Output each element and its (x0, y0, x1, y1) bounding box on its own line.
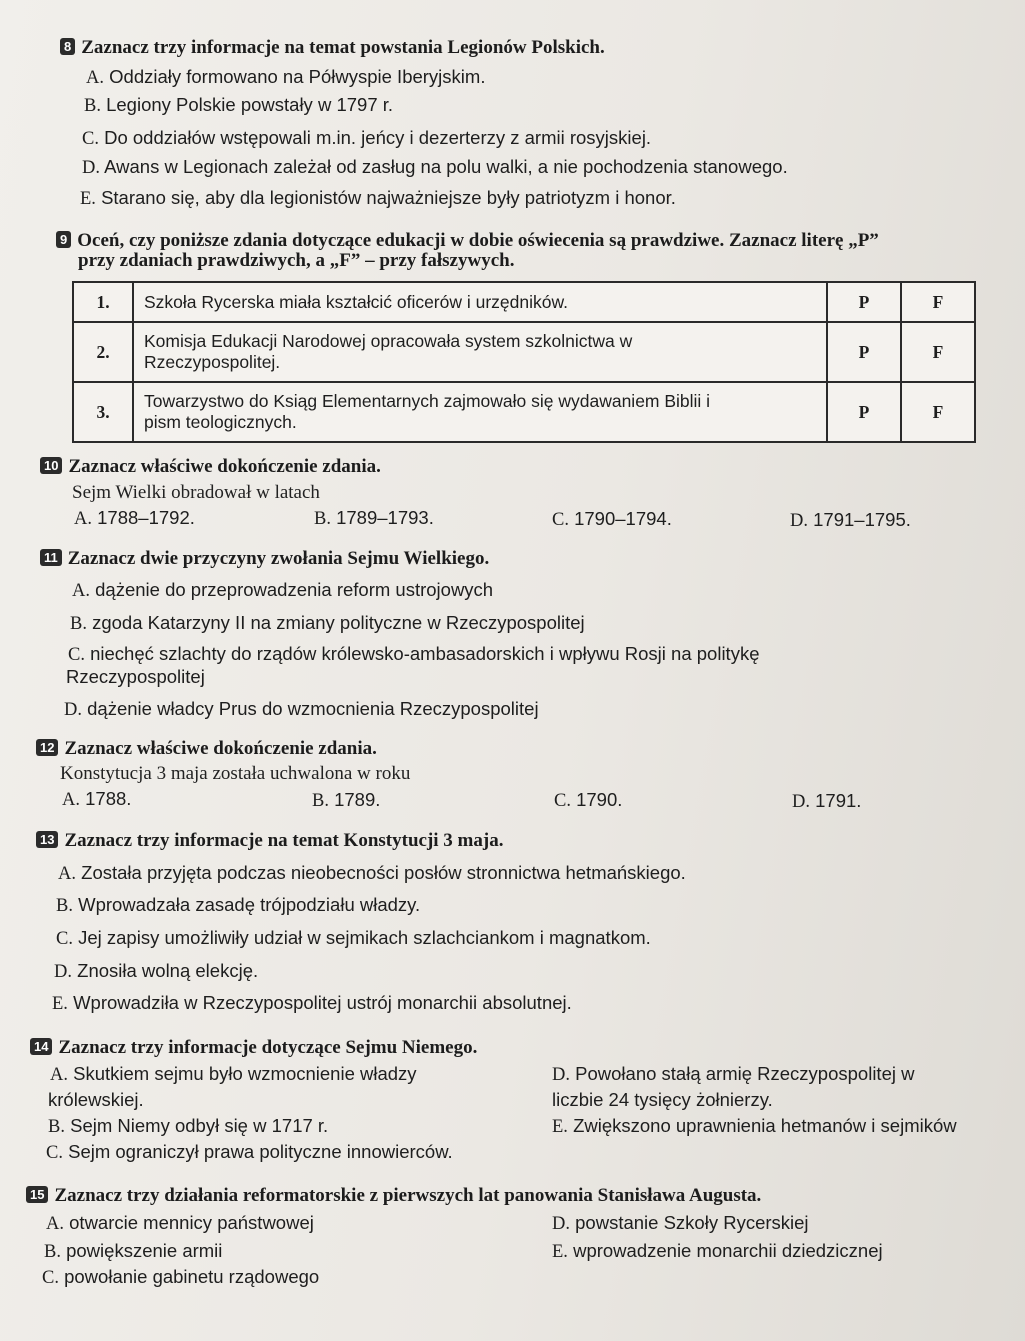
answer-option[interactable]: B. Sejm Niemy odbył się w 1717 r. (48, 1115, 329, 1137)
answer-option[interactable]: A. 1788. (62, 788, 132, 810)
answer-option-cont: liczbie 24 tysięcy żołnierzy. (552, 1089, 773, 1110)
answer-option[interactable]: D. Powołano stałą armię Rzeczypospolitej w (552, 1063, 915, 1085)
answer-option[interactable]: B. Legiony Polskie powstały w 1797 r. (84, 94, 394, 116)
answer-option[interactable]: A. dążenie do przeprowadzenia reform ustrojowych (72, 579, 494, 601)
statement-text: Towarzystwo do Ksiąg Elementarnych zajmowało się wydawaniem Biblii i pism teologicznych. (133, 382, 827, 442)
answer-option[interactable]: A. Została przyjęta podczas nieobecności posłów stronnictwa hetmańskiego. (58, 862, 686, 884)
question-number-badge: 14 (30, 1038, 52, 1055)
question-number-badge: 10 (40, 457, 62, 474)
answer-option[interactable]: A. 1788–1792. (74, 507, 195, 529)
answer-option[interactable]: B. powiększenie armii (44, 1240, 223, 1262)
answer-option[interactable]: D. Awans w Legionach zależał od zasług na polu walki, a nie pochodzenia stanowego. (82, 156, 788, 178)
answer-option[interactable]: D. powstanie Szkoły Rycerskiej (552, 1212, 809, 1234)
true-option[interactable]: P (827, 382, 901, 442)
table-row: 1. Szkoła Rycerska miała kształcić oficerów i urzędników. P F (73, 282, 975, 322)
answer-option-cont: królewskiej. (48, 1089, 144, 1110)
answer-option[interactable]: C. niechęć szlachty do rządów królewsko-ambasadorskich i wpływu Rosji na politykę (68, 643, 760, 665)
false-option[interactable]: F (901, 282, 975, 322)
answer-option[interactable]: D. dążenie władcy Prus do wzmocnienia Rzeczypospolitej (64, 698, 539, 720)
answer-option[interactable]: B. zgoda Katarzyny II na zmiany polityczne w Rzeczypospolitej (70, 612, 585, 634)
question-8-title: 8 Zaznacz trzy informacje na temat powstania Legionów Polskich. (60, 37, 605, 59)
question-number-badge: 11 (40, 549, 62, 566)
answer-option[interactable]: B. Wprowadzała zasadę trójpodziału władzy. (56, 894, 421, 916)
answer-option[interactable]: C. Jej zapisy umożliwiły udział w sejmikach szlachciankom i magnatkom. (56, 927, 651, 949)
true-option[interactable]: P (827, 282, 901, 322)
answer-option-cont: Rzeczypospolitej (66, 666, 205, 687)
true-option[interactable]: P (827, 322, 901, 382)
table-row: 3. Towarzystwo do Ksiąg Elementarnych zajmowało się wydawaniem Biblii i pism teologicznych. P F (73, 382, 975, 442)
question-15-title: 15 Zaznacz trzy działania reformatorskie z pierwszych lat panowania Stanisława Augusta. (26, 1185, 761, 1207)
answer-option[interactable]: E. wprowadzenie monarchii dziedzicznej (552, 1240, 883, 1262)
answer-option[interactable]: E. Starano się, aby dla legionistów najważniejsze były patriotyzm i honor. (80, 187, 676, 209)
question-number-badge: 8 (60, 38, 75, 55)
answer-option[interactable]: B. 1789. (312, 789, 381, 811)
answer-option[interactable]: D. 1791–1795. (790, 509, 911, 531)
answer-option[interactable]: E. Wprowadziła w Rzeczypospolitej ustrój monarchii absolutnej. (52, 992, 572, 1014)
false-option[interactable]: F (901, 382, 975, 442)
question-14-title: 14 Zaznacz trzy informacje dotyczące Sejmu Niemego. (30, 1037, 477, 1059)
question-number-badge: 9 (56, 231, 71, 248)
answer-option[interactable]: D. Znosiła wolną elekcję. (54, 960, 259, 982)
question-11-title: 11 Zaznacz dwie przyczyny zwołania Sejmu Wielkiego. (40, 548, 489, 570)
answer-option[interactable]: C. Do oddziałów wstępowali m.in. jeńcy i dezerterzy z armii rosyjskiej. (82, 127, 652, 149)
answer-option[interactable]: C. 1790–1794. (552, 508, 672, 530)
statement-text: Szkoła Rycerska miała kształcić oficerów i urzędników. (133, 282, 827, 322)
question-12-stem: Konstytucja 3 maja została uchwalona w roku (60, 763, 411, 784)
question-number-badge: 13 (36, 831, 58, 848)
statement-text: Komisja Edukacji Narodowej opracowała system szkolnictwa w Rzeczypospolitej. (133, 322, 827, 382)
answer-option[interactable]: E. Zwiększono uprawnienia hetmanów i sejmików (552, 1115, 957, 1137)
question-9-title: 9 Oceń, czy poniższe zdania dotyczące edukacji w dobie oświecenia są prawdziwe. Zaznacz literę „P” (56, 230, 879, 252)
answer-option[interactable]: A. otwarcie mennicy państwowej (46, 1212, 314, 1234)
table-row: 2. Komisja Edukacji Narodowej opracowała system szkolnictwa w Rzeczypospolitej. P F (73, 322, 975, 382)
answer-option[interactable]: A. Oddziały formowano na Półwyspie Iberyjskim. (86, 66, 486, 88)
question-9-title-cont: przy zdaniach prawdziwych, a „F” – przy fałszywych. (78, 250, 515, 271)
answer-option[interactable]: C. powołanie gabinetu rządowego (42, 1266, 320, 1288)
question-12-title: 12 Zaznacz właściwe dokończenie zdania. (36, 738, 377, 760)
answer-option[interactable]: B. 1789–1793. (314, 507, 434, 529)
question-10-stem: Sejm Wielki obradował w latach (72, 482, 320, 503)
question-10-title: 10 Zaznacz właściwe dokończenie zdania. (40, 456, 381, 478)
question-number-badge: 12 (36, 739, 58, 756)
question-number-badge: 15 (26, 1186, 48, 1203)
false-option[interactable]: F (901, 322, 975, 382)
answer-option[interactable]: C. Sejm ograniczył prawa polityczne innowierców. (46, 1141, 453, 1163)
answer-option[interactable]: A. Skutkiem sejmu było wzmocnienie władzy (50, 1063, 417, 1085)
question-13-title: 13 Zaznacz trzy informacje na temat Konstytucji 3 maja. (36, 830, 503, 852)
answer-option[interactable]: C. 1790. (554, 789, 623, 811)
answer-option[interactable]: D. 1791. (792, 790, 862, 812)
true-false-table (72, 281, 976, 443)
